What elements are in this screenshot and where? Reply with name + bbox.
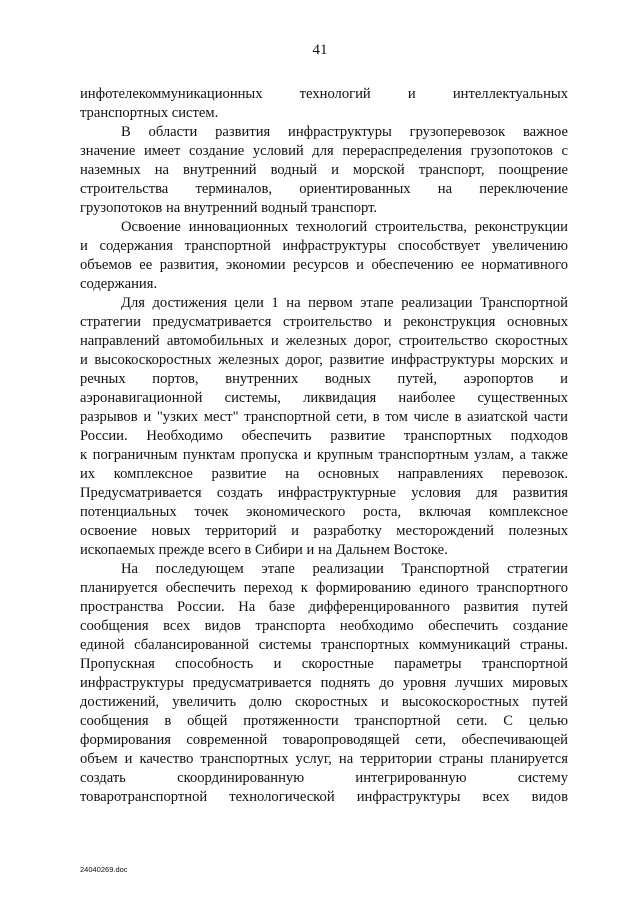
text-line: товаротранспортной технологической инфраструктуры всех видов xyxy=(80,789,568,805)
text-line: сообщения всех видов транспорта необходимо обеспечить создание xyxy=(80,618,568,634)
text-line: единой сбалансированной системы транспортных коммуникаций страны. xyxy=(80,637,568,653)
text-line: и содержания транспортной инфраструктуры способствует увеличению xyxy=(80,238,568,254)
text-line: инфотелекоммуникационных технологий и интеллектуальных xyxy=(80,86,568,102)
text-line: стратегии предусматривается строительство и реконструкция основных xyxy=(80,314,568,330)
text-line: наземных на внутренний водный и морской транспорт, поощрение xyxy=(80,162,568,178)
text-line: грузопотоков на внутренний водный транспорт. xyxy=(80,200,378,216)
text-line: объемов ее развития, экономии ресурсов и обеспечению ее нормативного xyxy=(80,257,568,273)
text-line: освоение новых территорий и разработку месторождений полезных xyxy=(80,523,568,539)
text-line: пространства России. На базе дифференцированного развития путей xyxy=(80,599,568,615)
text-line: создать скоординированную интегрированную систему xyxy=(80,770,568,786)
text-line: Пропускная способность и скоростные параметры транспортной xyxy=(80,656,568,672)
text-line: России. Необходимо обеспечить развитие транспортных подходов xyxy=(80,428,568,444)
text-line: достижений, увеличить долю скоростных и высокоскоростных путей xyxy=(80,694,568,710)
text-line: аэронавигационной системы, ликвидация наиболее существенных xyxy=(80,390,568,406)
text-line: формирования современной товаропроводящей сети, обеспечивающей xyxy=(80,732,568,748)
text-line: сообщения в общей протяженности транспортной сети. С целью xyxy=(80,713,568,729)
text-line: транспортных систем. xyxy=(80,105,219,121)
text-line: содержания. xyxy=(80,276,158,292)
text-line: На последующем этапе реализации Транспортной стратегии xyxy=(121,561,568,577)
text-line: Для достижения цели 1 на первом этапе реализации Транспортной xyxy=(121,295,568,311)
text-line: речных портов, внутренних водных путей, аэропортов и xyxy=(80,371,568,387)
page-number: 41 xyxy=(312,42,328,58)
footer-filename: 24040269.doc xyxy=(80,865,128,874)
text-line: Освоение инновационных технологий строительства, реконструкции xyxy=(121,219,568,235)
text-line: планируется обеспечить переход к формированию единого транспортного xyxy=(80,580,568,596)
text-line: объем и качество транспортных услуг, на территории страны планируется xyxy=(80,751,568,767)
text-line: ископаемых прежде всего в Сибири и на Дальнем Востоке. xyxy=(80,542,448,558)
text-line: строительства терминалов, ориентированных на переключение xyxy=(80,181,568,197)
text-line: инфраструктуры предусматривается поднять до уровня лучших мировых xyxy=(80,675,568,691)
text-line: значение имеет создание условий для перераспределения грузопотоков с xyxy=(80,143,568,159)
text-line: Предусматривается создать инфраструктурные условия для развития xyxy=(80,485,568,501)
document-body xyxy=(80,85,568,807)
text-line: направлений автомобильных и железных дорог, строительство скоростных xyxy=(80,333,568,349)
text-line: к пограничным пунктам пропуска и крупным транспортным узлам, а также xyxy=(80,447,568,463)
text-line: и высокоскоростных железных дорог, развитие инфраструктуры морских и xyxy=(80,352,568,368)
text-line: В области развития инфраструктуры грузоперевозок важное xyxy=(121,124,568,140)
text-line: их комплексное развитие на основных направлениях перевозок. xyxy=(80,466,568,482)
text-line: потенциальных точек экономического роста, включая комплексное xyxy=(80,504,568,520)
text-line: разрывов и "узких мест" транспортной сети, в том числе в азиатской части xyxy=(80,409,568,425)
